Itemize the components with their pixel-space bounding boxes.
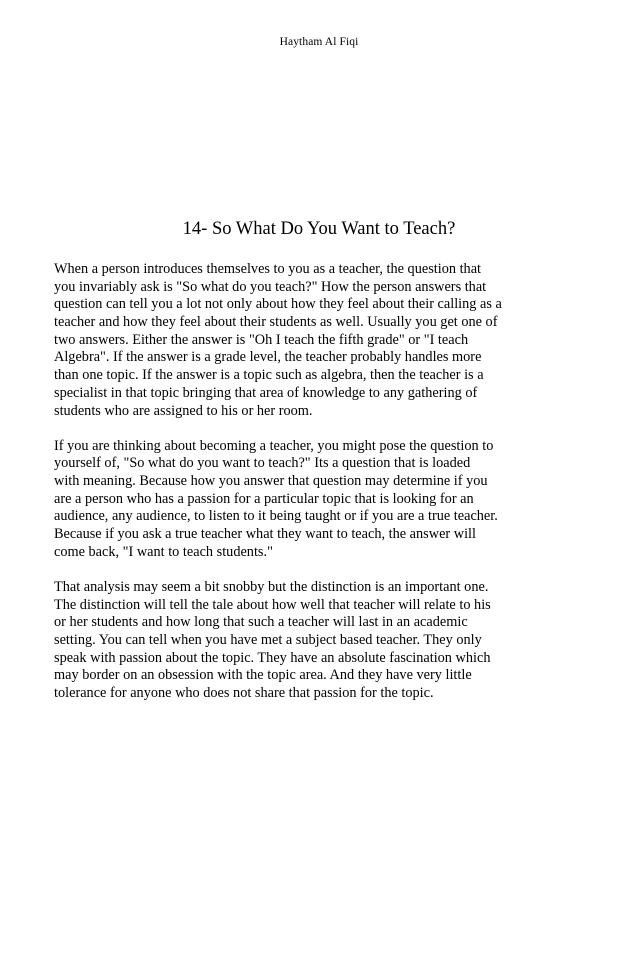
chapter-title: 14- So What Do You Want to Teach? (182, 219, 456, 239)
text-line: or her students and how long that such a teacher will last in an academic (54, 614, 468, 631)
text-line: The distinction will tell the tale about how well that teacher will relate to his (54, 596, 491, 613)
text-line: speak with passion about the topic. They have an absolute fascination which (54, 649, 491, 666)
text-line: If you are thinking about becoming a teacher, you might pose the question to (54, 437, 494, 454)
text-line: with meaning. Because how you answer that question may determine if you (54, 473, 488, 490)
text-line: may border on an obsession with the topic area. And they have very little (54, 667, 472, 684)
text-line: come back, "I want to teach students." (54, 543, 273, 560)
text-line: students who are assigned to his or her room. (54, 402, 313, 419)
body-text (54, 261, 584, 720)
text-line: Because if you ask a true teacher what they want to teach, the answer will (54, 526, 476, 543)
text-line: two answers. Either the answer is "Oh I teach the fifth grade" or "I teach (54, 331, 469, 348)
paragraph (54, 438, 584, 562)
text-line: setting. You can tell when you have met a subject based teacher. They only (54, 632, 482, 649)
text-line: Algebra". If the answer is a grade level, the teacher probably handles more (54, 349, 482, 366)
text-line: audience, any audience, to listen to it being taught or if you are a true teacher. (54, 508, 498, 525)
text-line: you invariably ask is "So what do you teach?" How the person answers that (54, 278, 487, 295)
paragraph (54, 579, 584, 703)
text-line: specialist in that topic bringing that area of knowledge to any gathering of (54, 384, 478, 401)
paragraph (54, 261, 584, 420)
text-line: teacher and how they feel about their students as well. Usually you get one of (54, 314, 498, 331)
text-line: than one topic. If the answer is a topic such as algebra, then the teacher is a (54, 367, 484, 384)
text-line: When a person introduces themselves to you as a teacher, the question that (54, 261, 482, 277)
text-line: yourself of, "So what do you want to teach?" Its a question that is loaded (54, 455, 471, 472)
running-header: Haytham Al Fiqi (279, 36, 359, 48)
text-line: tolerance for anyone who does not share that passion for the topic. (54, 685, 434, 702)
text-line: are a person who has a passion for a particular topic that is looking for an (54, 490, 474, 507)
text-line: That analysis may seem a bit snobby but the distinction is an important one. (54, 579, 489, 595)
text-line: question can tell you a lot not only about how they feel about their calling as a (54, 296, 502, 313)
